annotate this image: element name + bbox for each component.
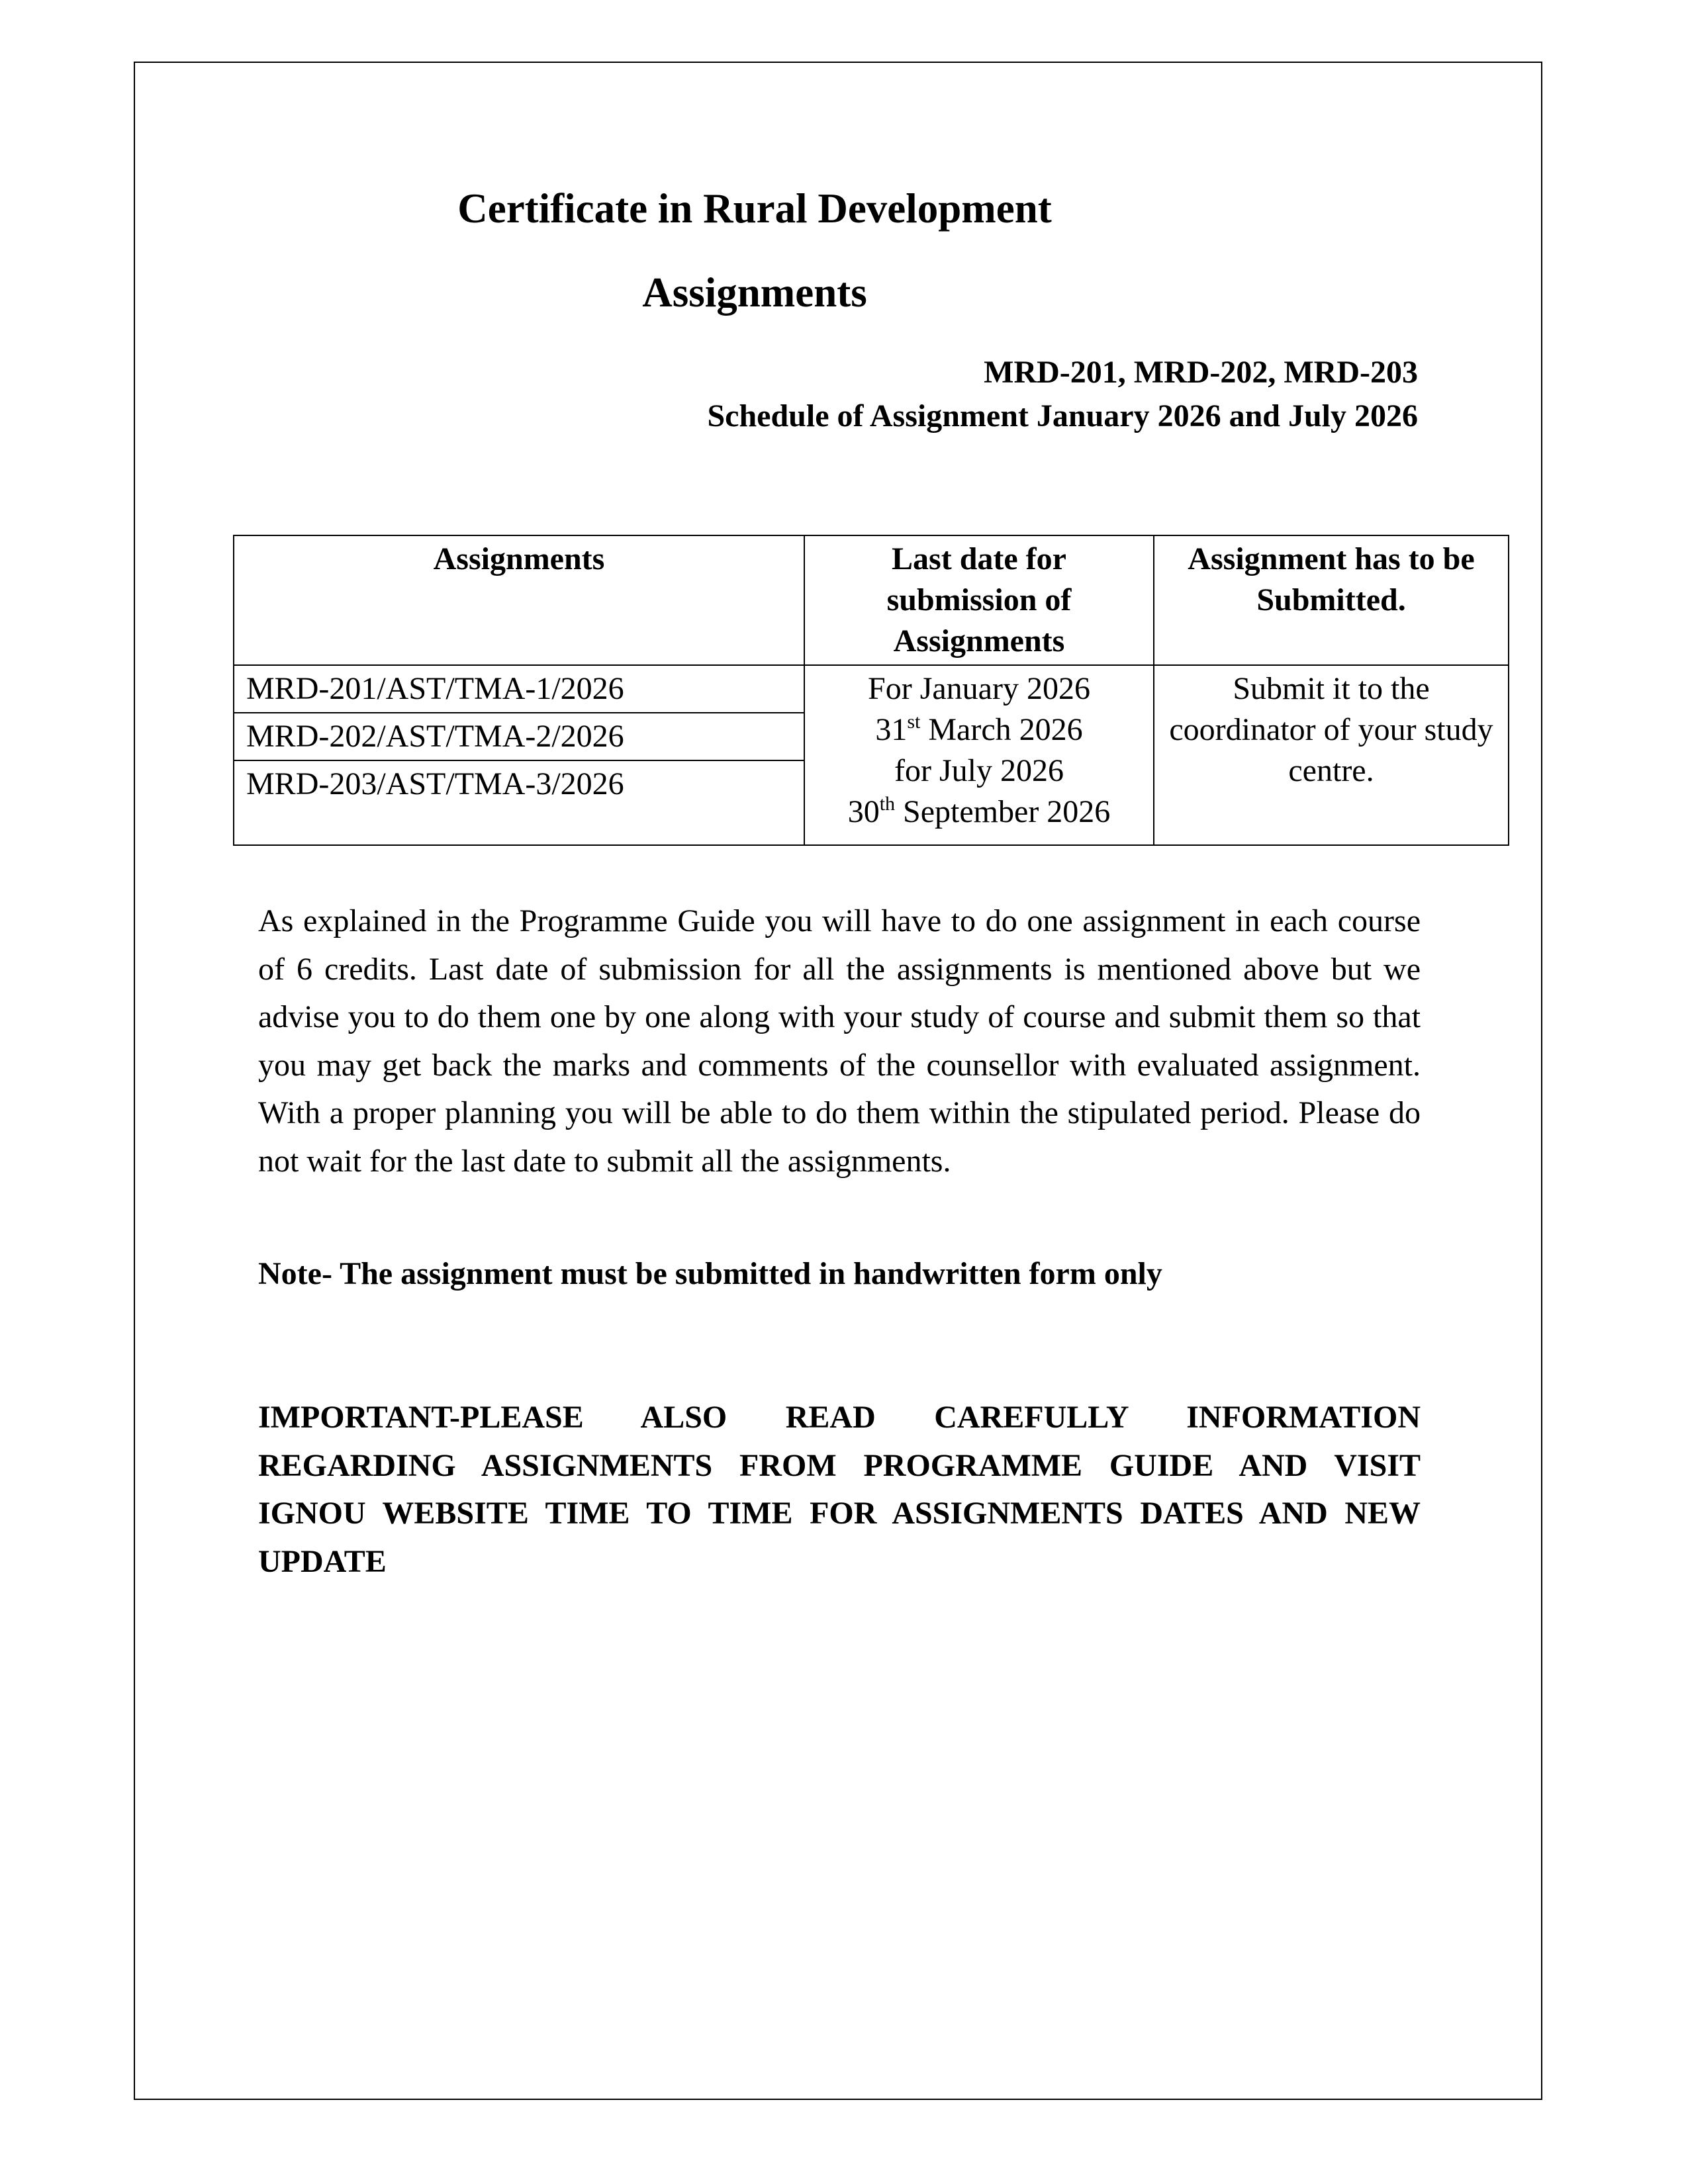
assignment-code: MRD-202/AST/TMA-2/2026 — [234, 713, 804, 760]
handwritten-note: Note- The assignment must be submitted in handwritten form only — [258, 1256, 1162, 1291]
document-subtitle: Assignments — [642, 269, 867, 316]
january-date: 31st March 2026 — [875, 711, 1083, 747]
schedule-heading: Schedule of Assignment January 2026 and July 2026 — [707, 398, 1418, 433]
instructions-paragraph: As explained in the Programme Guide you will have to do one assignment in each course of 6 credits. Last date of submission for all the assignments is mentioned above but we advise you to do them one by one along with your study of course and submit them so that you may get back the marks and comments of the counsellor with evaluated assignment. With a proper planning you will be able to do them within the stipulated period. Please do not wait for the last date to submit all the assignments. — [258, 903, 1421, 1179]
important-notice: IMPORTANT-PLEASE ALSO READ CAREFULLY INFORMATION REGARDING ASSIGNMENTS FROM PROGRAMME GUIDE AND VISIT IGNOU WEBSITE TIME TO TIME FOR ASSIGNMENTS DATES AND NEW UPDATE — [258, 1400, 1421, 1579]
document-title: Certificate in Rural Development — [457, 185, 1052, 232]
january-label: For January 2026 — [868, 671, 1090, 706]
july-date: 30th September 2026 — [847, 793, 1111, 829]
header-submitted-to: Assignment has to be Submitted. — [1154, 535, 1509, 665]
header-assignments: Assignments — [234, 535, 804, 665]
table-row — [234, 665, 1509, 713]
assignment-code: MRD-201/AST/TMA-1/2026 — [234, 665, 804, 713]
course-codes: MRD-201, MRD-202, MRD-203 — [984, 355, 1418, 390]
assignment-schedule-table — [233, 535, 1509, 846]
july-label: for July 2026 — [894, 753, 1064, 788]
assignment-code: MRD-203/AST/TMA-3/2026 — [234, 760, 804, 845]
header-last-date: Last date for submission of Assignments — [804, 535, 1154, 665]
last-date-cell — [804, 665, 1154, 845]
submit-to-cell: Submit it to the coordinator of your study centre. — [1154, 665, 1509, 845]
table-header-row — [234, 535, 1509, 665]
